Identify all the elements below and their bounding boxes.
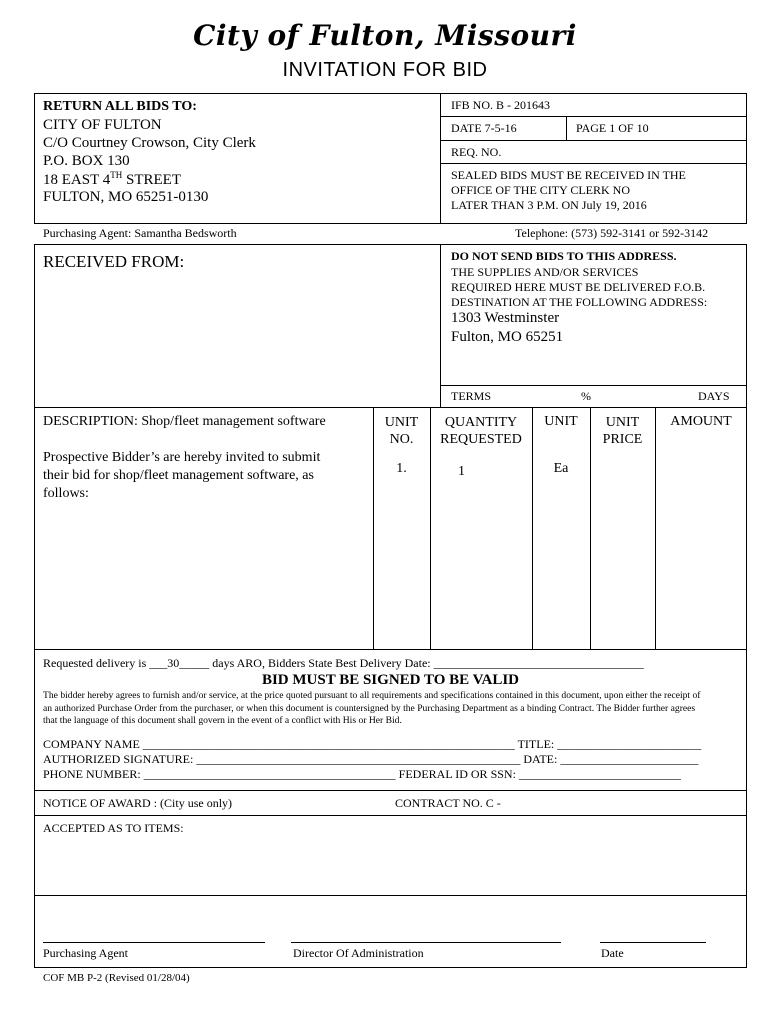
unit-header: UNIT	[544, 414, 578, 429]
terms-label: TERMS	[451, 389, 492, 403]
purchasing-agent-signature-line[interactable]	[43, 942, 265, 943]
ifb-date: DATE 7-5-16	[451, 121, 517, 135]
return-city: FULTON, MO 65251-0130	[43, 189, 209, 205]
return-ifb-divider	[440, 93, 441, 224]
director-signature-label: Director Of Administration	[293, 946, 424, 960]
sealed-bids-notice: SEALED BIDS MUST BE RECEIVED IN THE OFFICE OF THE CITY CLERK NO LATER THAN 3 P.M. ON July 19, 2016	[451, 168, 686, 212]
ifb-page: PAGE 1 OF 10	[576, 121, 649, 135]
date-signature-line[interactable]	[600, 942, 706, 943]
must-sign-notice: BID MUST BE SIGNED TO BE VALID	[261, 672, 520, 688]
table-row-unit: Ea	[553, 461, 569, 476]
delivery-line: Requested delivery is ___30_____ days ARO, Bidders State Best Delivery Date: ___________________________________	[43, 656, 644, 670]
table-row-unit-no: 1.	[396, 461, 407, 476]
req-no: REQ. NO.	[451, 145, 502, 159]
received-from-label: RECEIVED FROM:	[43, 252, 185, 271]
company-name-field[interactable]: COMPANY NAME ______________________________________________________________ TITLE: ________________________	[43, 737, 702, 751]
return-line-1: CITY OF FULTON	[43, 117, 162, 133]
agreement-text: The bidder hereby agrees to furnish and/or service, at the price quoted pursuant to all requirements and specifications contained in this document, upon either the receipt of an authorized Purchase Order from the purchaser, or when this document is countersigned by the Purchasing Department as a binding Contract. The Bidder further agrees that the language of this document shall govern in the event of a conflict with His or Her Bid.	[43, 690, 701, 726]
purchasing-agent-signature-label: Purchasing Agent	[43, 946, 128, 960]
terms-days: DAYS	[698, 389, 730, 403]
document-title: City of Fulton, Missouri	[193, 19, 577, 52]
return-bids-heading: RETURN ALL BIDS TO:	[43, 99, 197, 114]
table-row-quantity: 1	[458, 464, 465, 479]
notice-of-award: NOTICE OF AWARD : (City use only)	[43, 796, 233, 810]
telephone: Telephone: (573) 592-3141 or 592-3142	[515, 226, 709, 240]
document-subtitle: INVITATION FOR BID	[282, 59, 488, 81]
phone-number-field[interactable]: PHONE NUMBER: __________________________________________ FEDERAL ID OR SSN: ___________________________	[43, 767, 681, 781]
unit-no-header: UNIT NO.	[384, 415, 419, 447]
do-not-send-notice: DO NOT SEND BIDS TO THIS ADDRESS.	[451, 249, 677, 263]
ifb-number: IFB NO. B - 201643	[451, 98, 551, 112]
description-header: DESCRIPTION: Shop/fleet management software	[43, 414, 326, 429]
date-signature-label: Date	[601, 946, 624, 960]
form-id: COF MB P-2 (Revised 01/28/04)	[43, 972, 190, 984]
delivery-address: 1303 Westminster Fulton, MO 65251	[451, 310, 564, 345]
amount-header: AMOUNT	[670, 414, 732, 429]
return-street: 18 EAST 4TH STREET	[43, 170, 181, 188]
authorized-signature-field[interactable]: AUTHORIZED SIGNATURE: ______________________________________________________ DATE: _______________________	[43, 752, 699, 766]
terms-percent: %	[581, 389, 591, 403]
purchasing-agent: Purchasing Agent: Samantha Bedsworth	[43, 226, 237, 240]
unit-price-header: UNIT PRICE	[602, 415, 643, 447]
return-line-2: C/O Courtney Crowson, City Clerk	[43, 135, 256, 151]
delivery-notice: THE SUPPLIES AND/OR SERVICES REQUIRED HERE MUST BE DELIVERED F.O.B. DESTINATION AT THE FOLLOWING ADDRESS:	[451, 265, 708, 309]
description-text: Prospective Bidder’s are hereby invited to submit their bid for shop/fleet management software, as follows:	[43, 450, 321, 501]
contract-number: CONTRACT NO. C -	[395, 796, 501, 810]
director-signature-line[interactable]	[291, 942, 561, 943]
return-line-3: P.O. BOX 130	[43, 153, 130, 169]
accepted-as-to-items: ACCEPTED AS TO ITEMS:	[43, 821, 184, 835]
quantity-header: QUANTITY REQUESTED	[440, 415, 522, 447]
